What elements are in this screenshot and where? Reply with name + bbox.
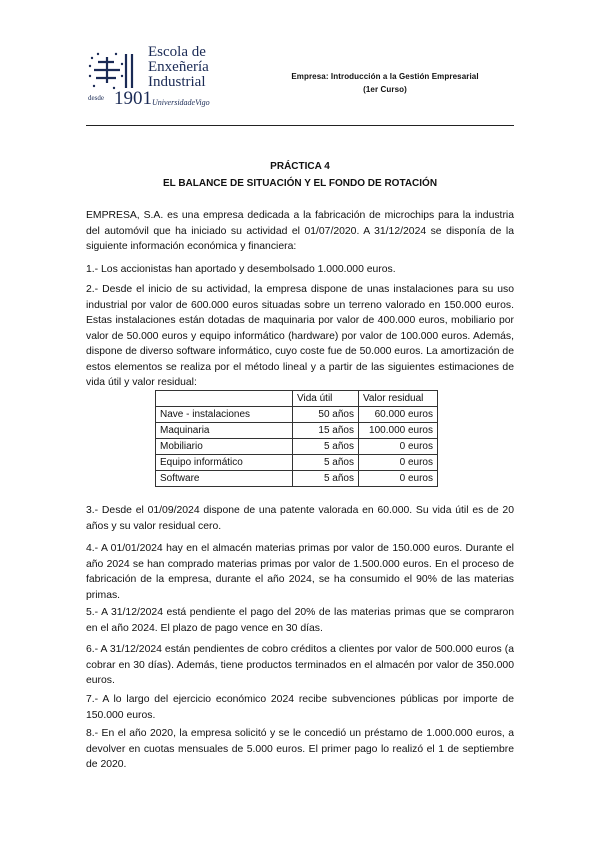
table-row <box>156 407 438 423</box>
table-cell-asset: Software <box>156 471 293 487</box>
item-6-paragraph: 6.- A 31/12/2024 están pendientes de cobro créditos a clientes por valor de 500.000 euros (a cobrar en 30 días). Además, tiene productos terminados en el almacén por valor de 350.000 euros. <box>86 644 514 686</box>
logo-university: UniversidadeVigo <box>152 98 210 107</box>
table-header-row <box>156 391 438 407</box>
item-5-paragraph: 5.- A 31/12/2024 está pendiente el pago del 20% de las materias primas que se compraron en el año 2024. El plazo de pago vence en 30 días. <box>86 607 514 634</box>
logo-line-1: Escola de <box>148 44 206 60</box>
table-cell-life: 5 años <box>293 439 359 455</box>
table-header-cell: Vida útil <box>293 391 359 407</box>
practice-title: PRÁCTICA 4 <box>270 161 330 172</box>
intro-paragraph: EMPRESA, S.A. es una empresa dedicada a la fabricación de microchips para la industria del automóvil que ha iniciado su actividad el 01/07/2020. A 31/12/2024 se disponía de la siguiente información económica y financiera: <box>86 210 514 252</box>
item-7-paragraph: 7.- A lo largo del ejercicio económico 2024 recibe subvenciones públicas por importe de 150.000 euros. <box>86 694 514 721</box>
table-cell-residual: 0 euros <box>359 439 438 455</box>
table-cell-residual: 60.000 euros <box>359 407 438 423</box>
item-3-paragraph: 3.- Desde el 01/09/2024 dispone de una patente valorada en 60.000. Su vida útil es de 20 años y su valor residual cero. <box>86 505 514 532</box>
header-divider <box>86 125 514 126</box>
table-cell-life: 5 años <box>293 471 359 487</box>
logo-year: 1901 <box>114 88 152 109</box>
logo-desde: desde <box>88 94 104 102</box>
table-cell-asset: Mobiliario <box>156 439 293 455</box>
practice-subtitle: EL BALANCE DE SITUACIÓN Y EL FONDO DE ROTACIÓN <box>162 178 438 189</box>
table-cell-asset: Equipo informático <box>156 455 293 471</box>
logo-line-3: Industrial <box>148 74 206 90</box>
table-cell-asset: Nave - instalaciones <box>156 407 293 423</box>
item-2-paragraph: 2.- Desde el inicio de su actividad, la empresa dispone de unas instalaciones para su uso industrial por valor de 600.000 euros situadas sobre un terreno valorado en 150.000 euros. Estas instalaciones están dotadas de maquinaria por valor de 400.000 euros, mobiliario por valor de 50.000 euros y equipo informático (hardware) por valor de 100.000 euros. Además, dispone de diverso software informático, cuyo coste fue de 50.000 euros. La amortización de estos elementos se realiza por el método lineal y a partir de las siguientes estimaciones de vida útil y valor residual: <box>86 284 514 388</box>
useful-life-table <box>155 390 438 487</box>
table-row <box>156 455 438 471</box>
table-cell-life: 15 años <box>293 423 359 439</box>
table-cell-life: 50 años <box>293 407 359 423</box>
logo-line-2: Enxeñería <box>148 59 209 75</box>
item-1-paragraph: 1.- Los accionistas han aportado y desembolsado 1.000.000 euros. <box>86 264 396 275</box>
item-8-paragraph: 8.- En el año 2020, la empresa solicitó y se le concedió un préstamo de 1.000.000 euros, a devolver en cuotas mensuales de 5.000 euros. El primer pago lo realizó el 1 de septiembre de 2020. <box>86 728 514 770</box>
table-cell-residual: 0 euros <box>359 455 438 471</box>
table-row <box>156 423 438 439</box>
table-header-cell: Valor residual <box>359 391 438 407</box>
header-course-year: (1er Curso) <box>363 85 407 94</box>
table-row <box>156 471 438 487</box>
table-cell-residual: 0 euros <box>359 471 438 487</box>
item-4-paragraph: 4.- A 01/01/2024 hay en el almacén materias primas por valor de 150.000 euros. Durante el año 2024 se han comprado materias primas por valor de 1.500.000 euros. En el proceso de fabricación de la empresa, durante el año 2024, se ha consumido el 90% de las materias primas. <box>86 543 514 601</box>
table-cell-residual: 100.000 euros <box>359 423 438 439</box>
table-cell-asset: Maquinaria <box>156 423 293 439</box>
header-course-title: Empresa: Introducción a la Gestión Empresarial <box>291 72 479 81</box>
table-cell-life: 5 años <box>293 455 359 471</box>
table-header-cell <box>156 391 293 407</box>
table-row <box>156 439 438 455</box>
school-logo <box>86 44 236 110</box>
